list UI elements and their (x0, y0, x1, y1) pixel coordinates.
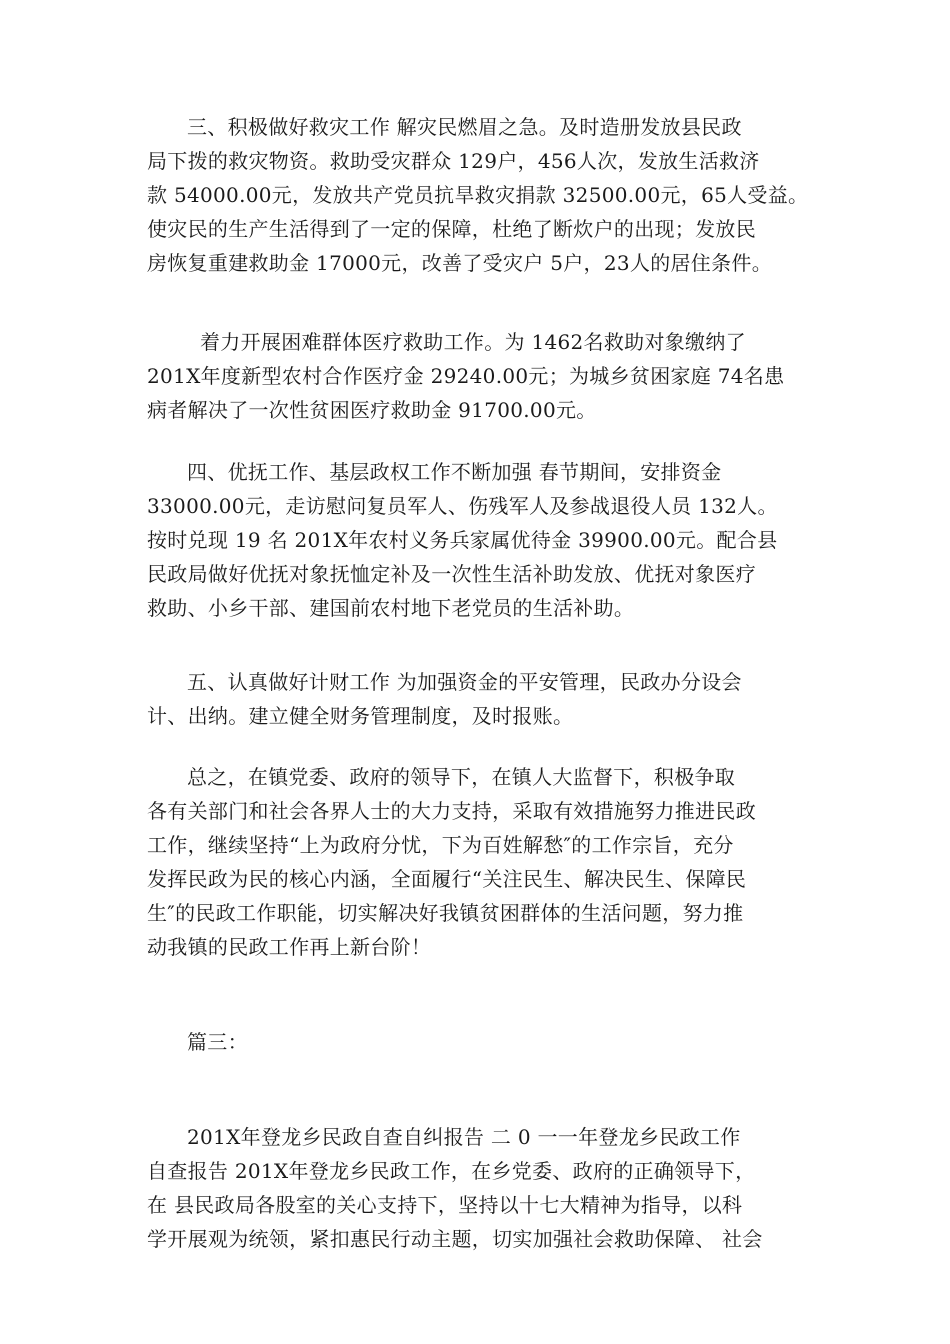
text-line: 使灾民的生产生活得到了一定的保障，杜绝了断炊户的出现；发放民 (147, 217, 756, 241)
text-line: 病者解决了一次性贫困医疗救助金 91700.00元。 (147, 398, 597, 422)
text-line: 房恢复重建救助金 17000元，改善了受灾户 5户，23人的居住条件。 (147, 251, 773, 275)
text-line: 局下拨的救灾物资。救助受灾群众 129户，456人次，发放生活救济 (147, 149, 760, 173)
text-line: 款 54000.00元，发放共产党员抗旱救灾捐款 32500.00元，65人受益。 (147, 183, 809, 207)
text-line: 总之，在镇党委、政府的领导下，在镇人大监督下，积极争取 (187, 765, 736, 789)
text-line: 动我镇的民政工作再上新台阶！ (147, 935, 432, 959)
text-line: 在 县民政局各股室的关心支持下，坚持以十七大精神为指导，以科 (147, 1193, 743, 1217)
paragraph-finance (147, 665, 807, 733)
text-line: 篇三： (187, 1030, 248, 1054)
text-line: 民政局做好优抚对象抚恤定补及一次性生活补助发放、优抚对象医疗 (147, 562, 756, 586)
text-line: 生″的民政工作职能，切实解决好我镇贫困群体的生活问题，努力推 (147, 901, 744, 925)
section-heading (147, 1025, 807, 1059)
text-line: 着力开展困难群体医疗救助工作。为 1462名救助对象缴纳了 (200, 330, 746, 354)
paragraph-special-care (147, 455, 807, 625)
text-line: 救助、小乡干部、建国前农村地下老党员的生活补助。 (147, 596, 635, 620)
text-line: 自查报告 201X年登龙乡民政工作，在乡党委、政府的正确领导下， (147, 1159, 756, 1183)
text-line: 四、优抚工作、基层政权工作不断加强 春节期间，安排资金 (187, 460, 722, 484)
text-line: 五、认真做好计财工作 为加强资金的平安管理，民政办分设会 (187, 670, 742, 694)
text-line: 学开展观为统领，紧扣惠民行动主题，切实加强社会救助保障、 社会 (147, 1227, 763, 1251)
text-line: 201X年度新型农村合作医疗金 29240.00元；为城乡贫困家庭 74名患 (147, 364, 785, 388)
text-line: 三、积极做好救灾工作 解灾民燃眉之急。及时造册发放县民政 (187, 115, 742, 139)
paragraph-self-inspection-report (147, 1120, 807, 1256)
text-line: 各有关部门和社会各界人士的大力支持，采取有效措施努力推进民政 (147, 799, 756, 823)
text-line: 计、出纳。建立健全财务管理制度，及时报账。 (147, 704, 574, 728)
text-line: 工作，继续坚持“上为政府分忧，下为百姓解愁″的工作宗旨，充分 (147, 833, 734, 857)
paragraph-medical-aid (147, 325, 810, 427)
paragraph-summary (147, 760, 807, 964)
text-line: 按时兑现 19 名 201X年农村义务兵家属优待金 39900.00元。配合县 (147, 528, 778, 552)
text-line: 发挥民政为民的核心内涵，全面履行“关注民生、解决民生、保障民 (147, 867, 747, 891)
text-line: 201X年登龙乡民政自查自纠报告 二 0 一一年登龙乡民政工作 (187, 1125, 741, 1149)
text-line: 33000.00元，走访慰问复员军人、伤残军人及参战退役人员 132人。 (147, 494, 778, 518)
paragraph-disaster-relief (147, 110, 807, 280)
